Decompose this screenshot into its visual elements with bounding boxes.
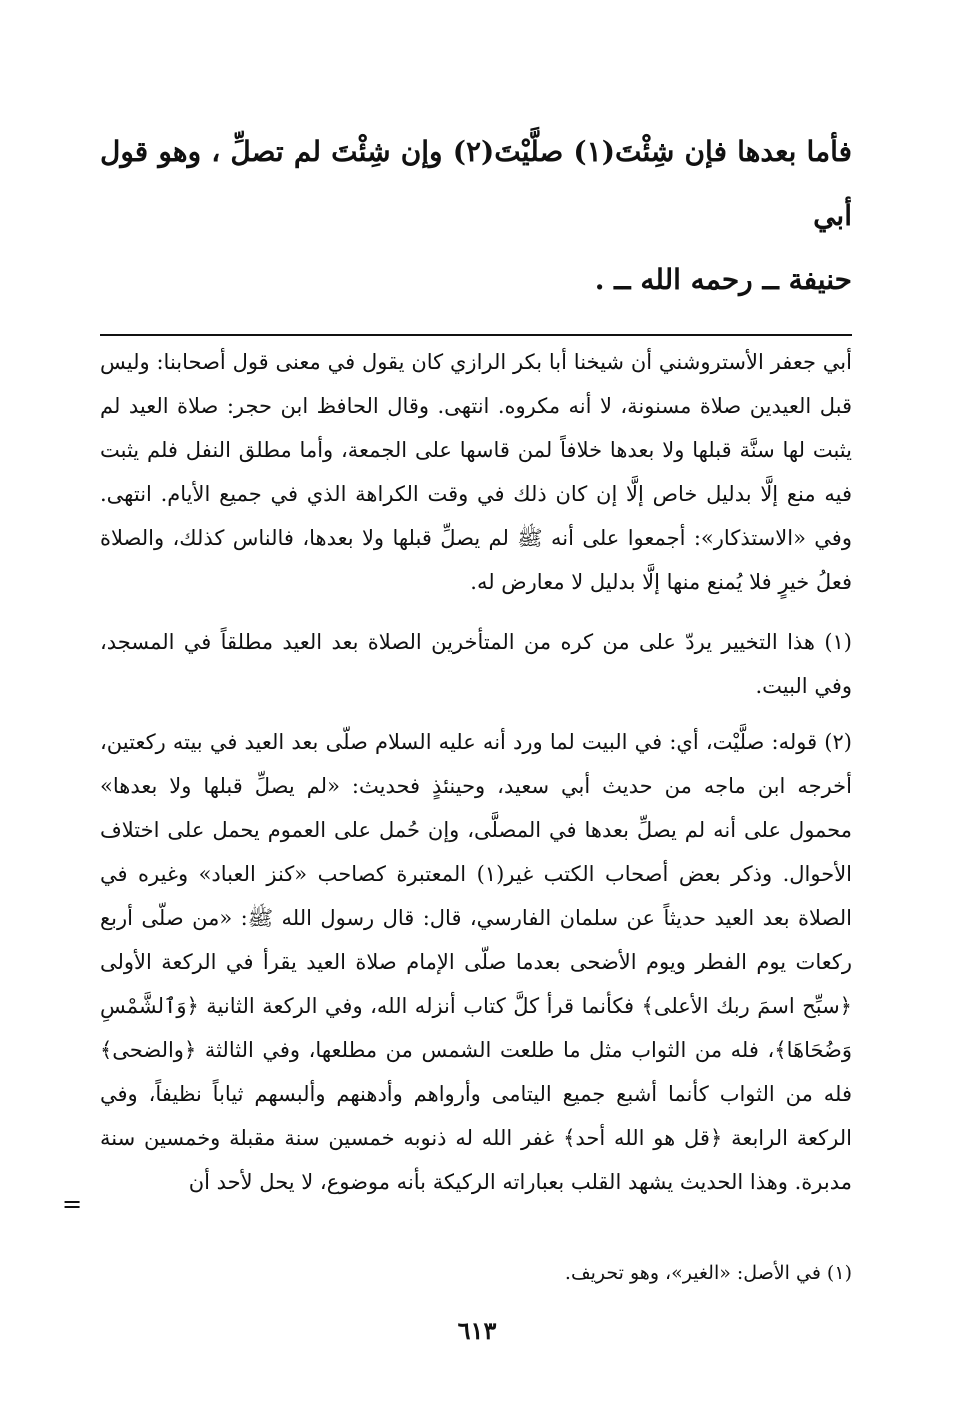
page-body [100, 120, 852, 1216]
commentary-note-2: (٢) قوله: صلَّيْت، أي: في البيت لما ورد أنه عليه السلام صلّى بعد العيد في بيته ركعتين، أخرجه ابن ماجه من حديث أبي سعيد، وحينئذٍ فحديث: «لم يصلِّ قبلها ولا بعدها» محمول على أنه لم يصلِّ بعدها في المصلَّى، وإن حُمل على العموم يحمل على اختلاف الأحوال. وذكر بعض أصحاب الكتب غير(١) المعتبرة كصاحب «كنز العباد» وغيره في الصلاة بعد العيد حديثاً عن سلمان الفارسي، قال: قال رسول الله ﷺ: «من صلّى أربع ركعات يوم الفطر ويوم الأضحى بعدما صلّى الإمام صلاة العيد يقرأ في الركعة الأولى ﴿سبِّح اسمَ ربك الأعلى﴾ فكأنما قرأ كلَّ كتاب أنزله الله، وفي الركعة الثانية ﴿وَٱلشَّمْسِ وَضُحَاهَا﴾، فله من الثواب مثل ما طلعت الشمس من مطلعها، وفي الثالثة ﴿والضحى﴾ فله من الثواب كأنما أشبع جميع اليتامى وأرواهم وأدهنهم وألبسهم ثياباً نظيفاً، وفي الركعة الرابعة ﴿قل هو الله أحد﴾ غفر الله له ذنوبه خمسين سنة مقبلة وخمسين سنة مدبرة. وهذا الحديث يشهد القلب بعباراته الركيكة بأنه موضوع، لا يحل لأحد أن [100, 730, 853, 1194]
main-text-line-2: حنيفة ــ رحمه الله ــ . [594, 263, 852, 296]
page-number: ٦١٣ [457, 1316, 497, 1345]
main-text-line-1: فأما بعدها فإن شِئْتَ(١) صلَّيْتَ(٢) وإن شِئْتَ لم تصلِّ ، وهو قول أبي [100, 135, 853, 232]
page-footnote: (١) في الأصل: «الغير»، وهو تحريف. [564, 1262, 852, 1284]
commentary-divider [100, 334, 852, 336]
commentary [100, 340, 852, 1204]
commentary-continuation: أبي جعفر الأستروشني أن شيخنا أبا بكر الرازي كان يقول في معنى قول أصحابنا: وليس قبل العيدين صلاة مسنونة، لا أنه مكروه. انتهى. وقال الحافظ ابن حجر: صلاة العيد لم يثبت لها سنَّة قبلها ولا بعدها خلافاً لمن قاسها على الجمعة، وأما مطلق النفل فلم يثبت فيه منع إلَّا بدليل خاص إلَّا إن كان ذلك في وقت الكراهة الذي في جميع الأيام. انتهى. وفي «الاستذكار»: أجمعوا على أنه ﷺ لم يصلِّ قبلها ولا بعدها، فالناس كذلك، والصلاة فعلُ خيرٍ فلا يُمنع منها إلَّا بدليل لا معارض له. [100, 350, 852, 594]
continuation-mark: = [62, 1190, 83, 1218]
commentary-note-1: (١) هذا التخيير يردّ على من كره من المتأخرين الصلاة بعد العيد مطلقاً في المسجد، وفي البيت. [100, 630, 852, 698]
main-text [100, 120, 852, 312]
